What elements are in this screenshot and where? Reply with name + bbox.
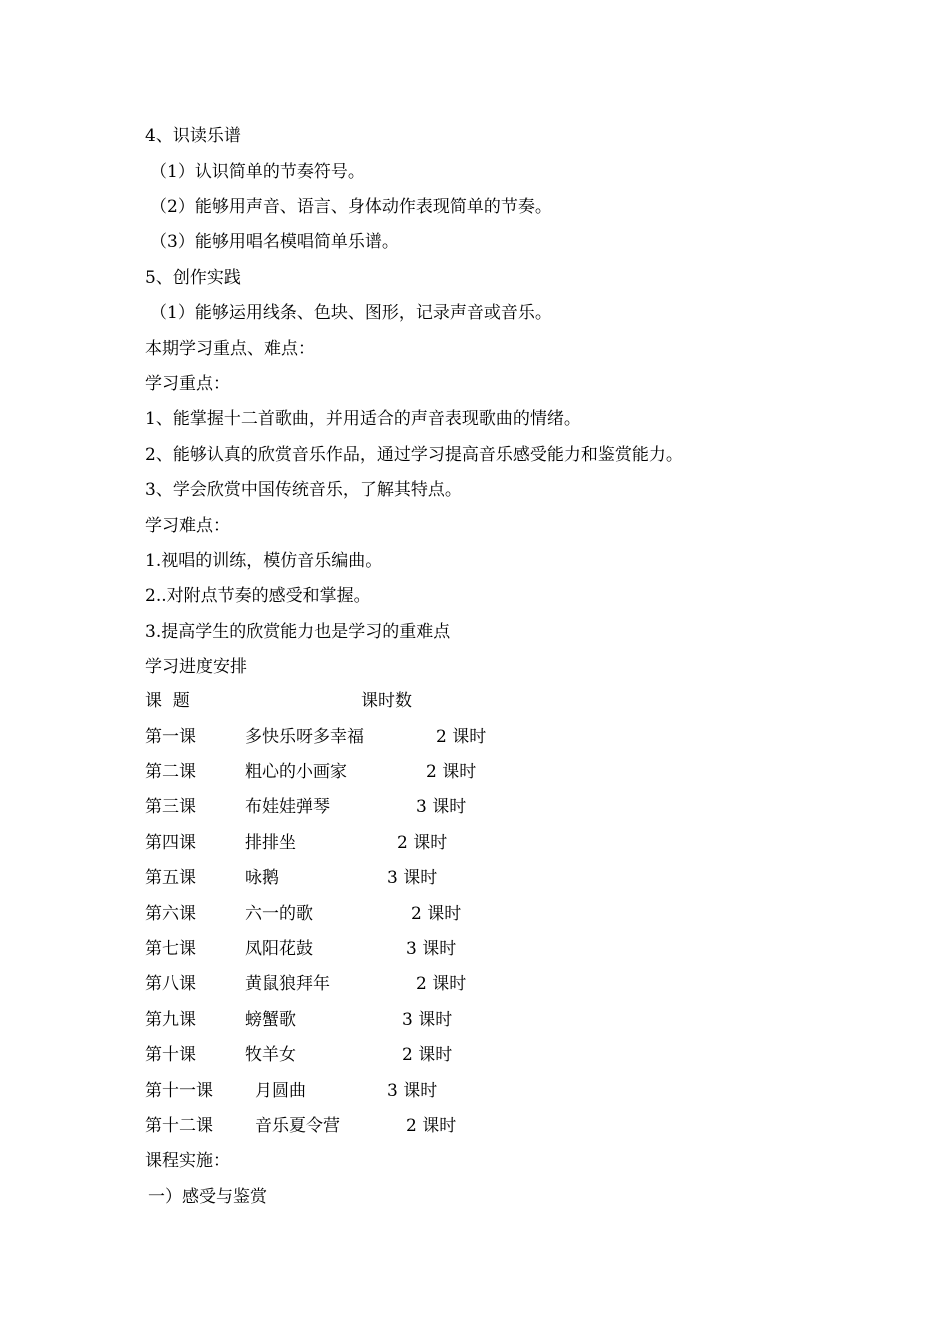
- lesson-title: 咏鹅: [245, 868, 279, 888]
- lesson-title: 排排坐: [245, 833, 296, 853]
- lesson-title: 牧羊女: [245, 1045, 296, 1065]
- section-heading: 本期学习重点、难点：: [145, 339, 315, 359]
- table-header-hours: 课时数: [361, 691, 412, 711]
- section-heading: 5、创作实践: [145, 268, 241, 288]
- lesson-number: 第一课: [145, 727, 196, 747]
- lesson-hours: 3 课时: [387, 1081, 438, 1101]
- lesson-hours: 3 课时: [402, 1010, 453, 1030]
- lesson-number: 第五课: [145, 868, 196, 888]
- paragraph: 3、学会欣赏中国传统音乐，了解其特点。: [145, 480, 462, 500]
- lesson-number: 第十课: [145, 1045, 196, 1065]
- lesson-hours: 2 课时: [406, 1116, 457, 1136]
- section-heading: 学习重点：: [145, 374, 230, 394]
- paragraph: 1、能掌握十二首歌曲，并用适合的声音表现歌曲的情绪。: [145, 409, 581, 429]
- paragraph: （1）能够运用线条、色块、图形，记录声音或音乐。: [150, 303, 552, 323]
- lesson-title: 布娃娃弹琴: [245, 797, 330, 817]
- paragraph: 1.视唱的训练，模仿音乐编曲。: [145, 551, 383, 571]
- lesson-number: 第十一课: [145, 1081, 213, 1101]
- lesson-number: 第三课: [145, 797, 196, 817]
- paragraph: （2）能够用声音、语言、身体动作表现简单的节奏。: [150, 197, 552, 217]
- lesson-hours: 3 课时: [406, 939, 457, 959]
- paragraph: （1）认识简单的节奏符号。: [150, 162, 365, 182]
- section-heading: 课程实施：: [145, 1151, 230, 1171]
- table-header-title: 课 题: [145, 691, 190, 711]
- lesson-hours: 2 课时: [426, 762, 477, 782]
- lesson-title: 凤阳花鼓: [245, 939, 313, 959]
- section-heading: 学习进度安排: [145, 657, 247, 677]
- lesson-hours: 2 课时: [416, 974, 467, 994]
- paragraph: （3）能够用唱名模唱简单乐谱。: [150, 232, 399, 252]
- lesson-title: 螃蟹歌: [245, 1010, 296, 1030]
- lesson-number: 第四课: [145, 833, 196, 853]
- lesson-title: 六一的歌: [245, 904, 313, 924]
- lesson-title: 多快乐呀多幸福: [245, 727, 364, 747]
- lesson-hours: 2 课时: [436, 727, 487, 747]
- lesson-number: 第六课: [145, 904, 196, 924]
- lesson-hours: 2 课时: [402, 1045, 453, 1065]
- section-heading: 学习难点：: [145, 516, 230, 536]
- lesson-number: 第二课: [145, 762, 196, 782]
- lesson-title: 月圆曲: [255, 1081, 306, 1101]
- lesson-number: 第七课: [145, 939, 196, 959]
- lesson-number: 第八课: [145, 974, 196, 994]
- paragraph: 2、能够认真的欣赏音乐作品，通过学习提高音乐感受能力和鉴赏能力。: [145, 445, 683, 465]
- lesson-hours: 3 课时: [387, 868, 438, 888]
- section-heading: 一）感受与鉴赏: [148, 1187, 267, 1207]
- lesson-title: 粗心的小画家: [245, 762, 347, 782]
- lesson-hours: 2 课时: [411, 904, 462, 924]
- lesson-hours: 2 课时: [397, 833, 448, 853]
- paragraph: 2..对附点节奏的感受和掌握。: [145, 586, 371, 606]
- lesson-number: 第十二课: [145, 1116, 213, 1136]
- lesson-title: 音乐夏令营: [255, 1116, 340, 1136]
- lesson-title: 黄鼠狼拜年: [245, 974, 330, 994]
- lesson-hours: 3 课时: [416, 797, 467, 817]
- lesson-number: 第九课: [145, 1010, 196, 1030]
- section-heading: 4、识读乐谱: [145, 126, 241, 146]
- paragraph: 3.提高学生的欣赏能力也是学习的重难点: [145, 622, 451, 642]
